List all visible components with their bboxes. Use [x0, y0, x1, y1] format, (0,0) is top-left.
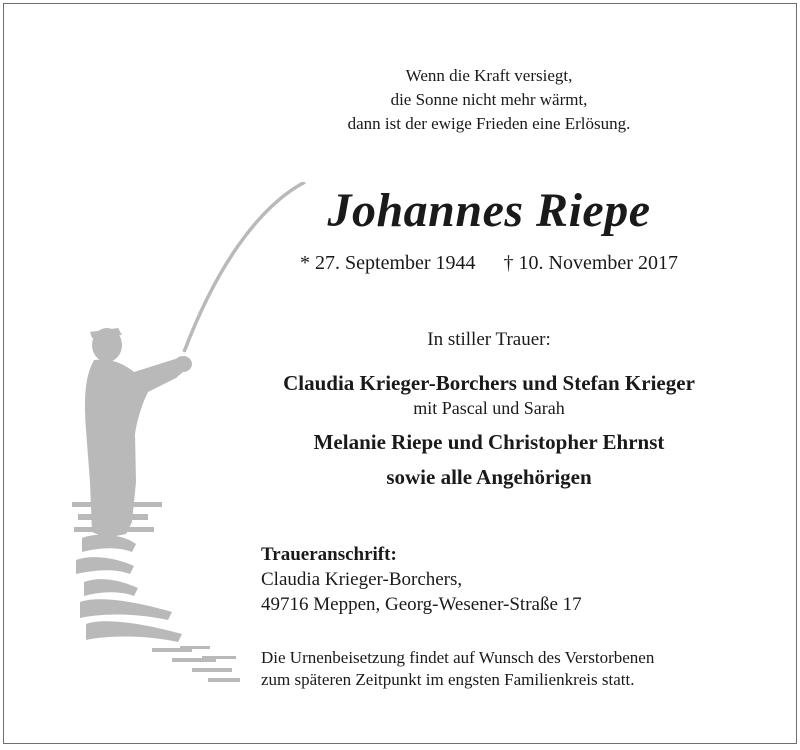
address-line: 49716 Meppen, Georg-Wesener-Straße 17 — [261, 594, 582, 615]
note-line: zum späteren Zeitpunkt im engsten Familienkreis statt. — [261, 670, 635, 689]
mourner-line: Melanie Riepe und Christopher Ehrnst — [313, 430, 665, 454]
mourning-address — [261, 542, 582, 617]
note-line: Die Urnenbeisetzung findet auf Wunsch des Verstorbenen — [261, 648, 655, 667]
motto-line: Wenn die Kraft versiegt, — [405, 66, 573, 85]
obituary-notice — [3, 3, 797, 744]
burial-note — [261, 647, 654, 691]
address-label: Traueranschrift: — [261, 544, 397, 565]
birth-date: * 27. September 1944 — [300, 252, 476, 274]
mourning-intro: In stiller Trauer: — [427, 329, 551, 350]
life-dates — [204, 250, 774, 276]
mourner-line: Claudia Krieger-Borchers und Stefan Krieger — [283, 371, 695, 395]
deceased-name: Johannes Riepe — [327, 184, 651, 237]
mourner-subline: mit Pascal und Sarah — [413, 398, 565, 418]
motto-verse — [204, 64, 774, 136]
motto-line: die Sonne nicht mehr wärmt, — [390, 90, 588, 109]
address-line: Claudia Krieger-Borchers, — [261, 569, 463, 590]
motto-line: dann ist der ewige Frieden eine Erlösung. — [347, 114, 631, 133]
water-reflection — [72, 502, 240, 682]
mourner-line: sowie alle Angehörigen — [386, 465, 592, 489]
death-date: † 10. November 2017 — [503, 252, 678, 274]
